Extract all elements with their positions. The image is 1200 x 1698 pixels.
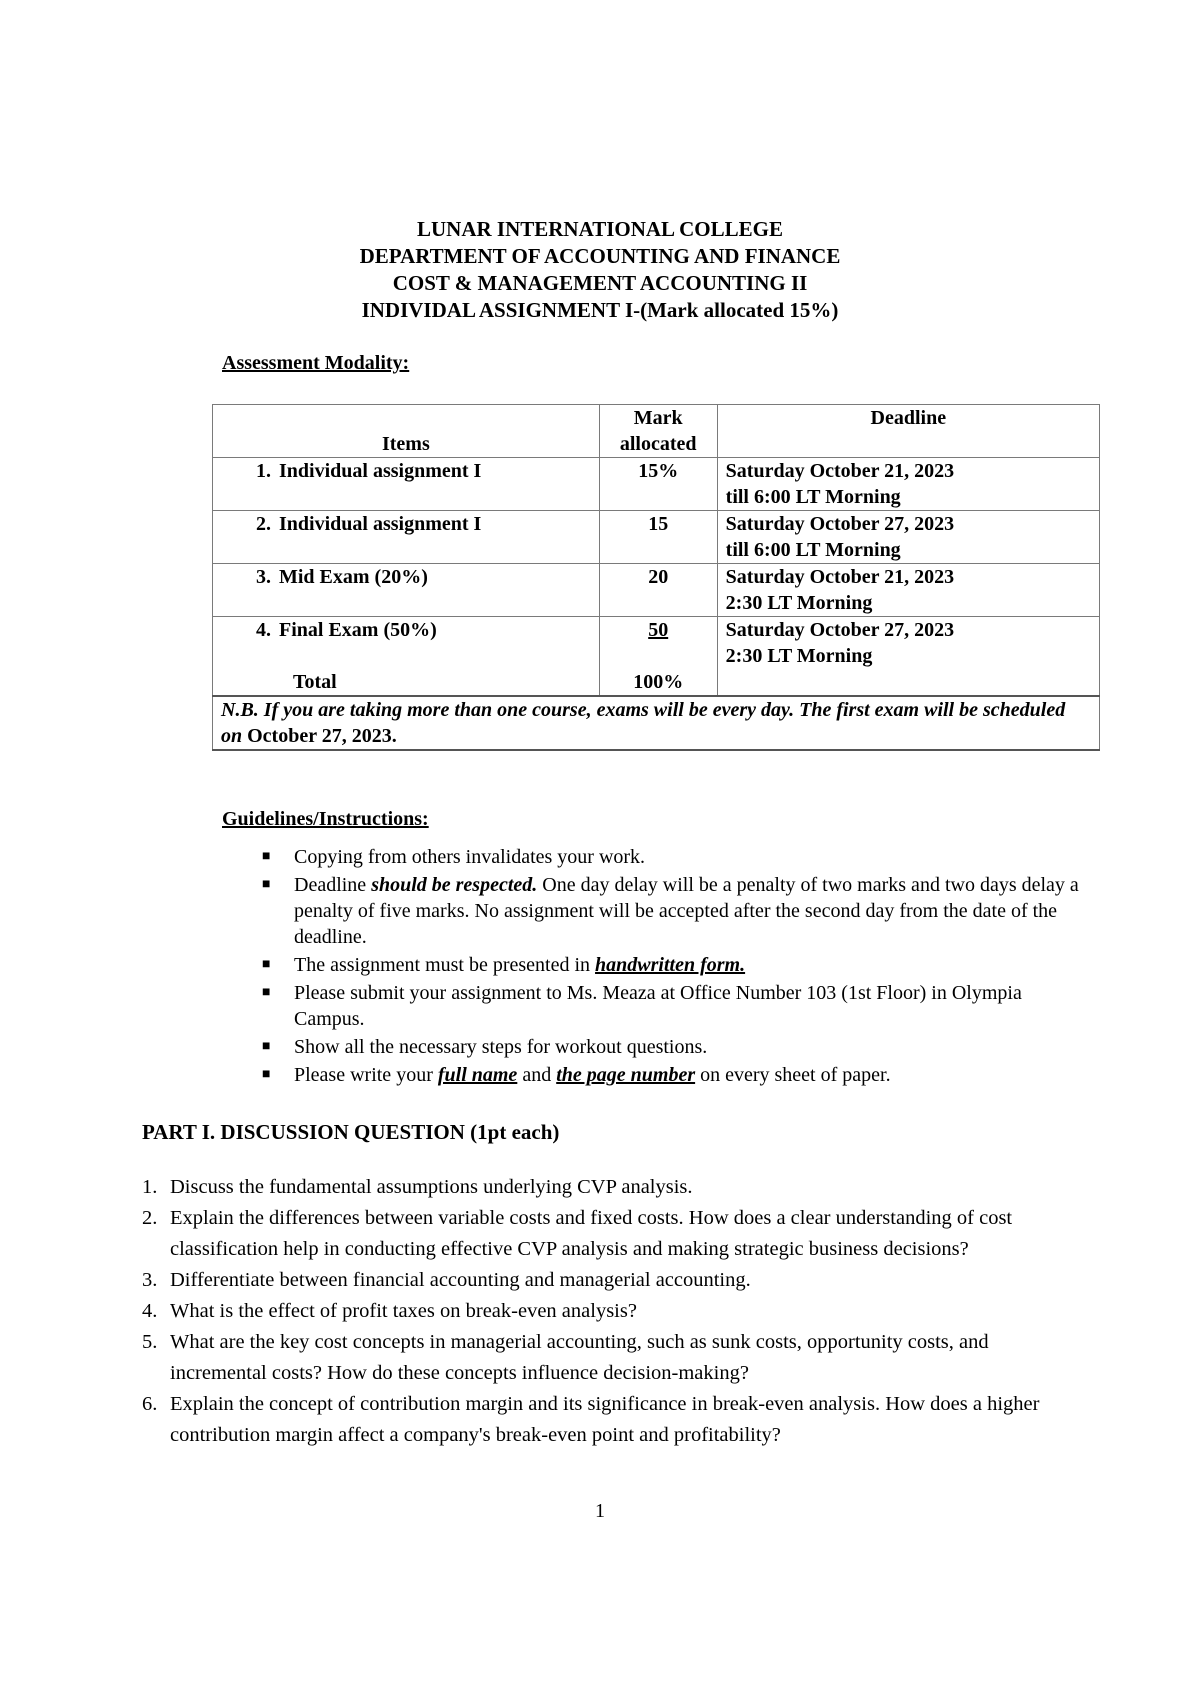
question-text: What are the key cost concepts in managerial accounting, such as sunk costs, opportunity costs, and incremental costs? How do these concepts influence decision-making? [170, 1331, 989, 1384]
rule-text: Deadline [294, 874, 367, 896]
question-item [142, 1265, 1072, 1296]
row-mark: 15 [599, 511, 717, 564]
column-header-mark: Mark allocated [599, 405, 717, 458]
note-text: N.B. If you are taking more than one course, exams will be every day. The first exam will be scheduled on [221, 699, 1066, 747]
rule-text: Please submit your assignment to Ms. Meaza at Office Number 103 (1st Floor) in Olympia Campus. [294, 982, 1022, 1030]
question-number: 1. [142, 1176, 158, 1198]
rule-emphasis: should be respected. [371, 874, 538, 896]
table-total-row [213, 669, 1100, 696]
table-row [213, 511, 1100, 564]
question-number: 4. [142, 1300, 158, 1322]
question-text: What is the effect of profit taxes on break-even analysis? [170, 1300, 637, 1322]
row-deadline-time: till 6:00 LT Morning [725, 486, 901, 508]
list-item [262, 844, 1092, 870]
question-text: Explain the concept of contribution margin and its significance in break-even analysis. How does a higher contribution margin affect a company's break-even point and profitability? [170, 1393, 1040, 1446]
row-item: Final Exam (50%) [279, 619, 437, 641]
guidelines-list [262, 844, 1092, 1090]
list-item [262, 980, 1092, 1032]
rule-text: on every sheet of paper. [700, 1064, 891, 1086]
list-item [262, 1034, 1092, 1060]
rule-text: The assignment must be presented in [294, 954, 591, 976]
total-value: 100% [599, 669, 717, 696]
bullet-icon: ■ [262, 1067, 271, 1082]
total-label: Total [213, 669, 600, 696]
question-text: Differentiate between financial accounting and managerial accounting. [170, 1269, 751, 1291]
bullet-icon: ■ [262, 985, 271, 1000]
row-deadline-date: Saturday October 21, 2023 [725, 460, 955, 482]
table-row [213, 564, 1100, 617]
question-text: Explain the differences between variable costs and fixed costs. How does a clear understanding of cost classification help in conducting effective CVP analysis and making strategic business decisions? [170, 1207, 1013, 1260]
row-item: Mid Exam (20%) [279, 566, 428, 588]
rule-text: One day delay will be a penalty of two marks and two days delay a penalty of five marks. No assignment will be accepted after the second day from the date of the deadline. [294, 874, 1079, 948]
rule-text: and [522, 1064, 552, 1086]
row-deadline-time: till 6:00 LT Morning [725, 539, 901, 561]
bullet-icon: ■ [262, 957, 271, 972]
row-deadline-date: Saturday October 27, 2023 [725, 619, 955, 641]
question-number: 6. [142, 1393, 158, 1415]
table-row [213, 458, 1100, 511]
college-name: LUNAR INTERNATIONAL COLLEGE [416, 217, 783, 241]
page-number: 1 [595, 1500, 605, 1522]
question-number: 3. [142, 1269, 158, 1291]
document-header [0, 216, 1200, 324]
course-name: COST & MANAGEMENT ACCOUNTING II [392, 271, 808, 295]
row-number: 1. [256, 460, 271, 482]
rule-text: Copying from others invalidates your work. [294, 846, 646, 868]
row-deadline-date: Saturday October 21, 2023 [725, 566, 955, 588]
list-item [262, 872, 1092, 950]
list-item [262, 952, 1092, 978]
rule-emphasis: full name [437, 1064, 518, 1086]
question-item [142, 1172, 1072, 1203]
rule-text: Show all the necessary steps for workout questions. [294, 1036, 708, 1058]
row-deadline-time: 2:30 LT Morning [725, 592, 873, 614]
row-number: 4. [256, 619, 271, 641]
assessment-table [212, 404, 1100, 751]
column-header-items: Items [213, 405, 600, 458]
table-header-row [213, 405, 1100, 458]
question-number: 5. [142, 1331, 158, 1353]
row-item: Individual assignment I [279, 513, 482, 535]
question-item [142, 1389, 1072, 1451]
column-header-deadline: Deadline [717, 405, 1099, 458]
note-date: October 27, 2023. [247, 725, 397, 747]
assessment-modality-heading: Assessment Modality: [222, 352, 410, 374]
question-item [142, 1296, 1072, 1327]
question-item [142, 1203, 1072, 1265]
part-heading: PART I. DISCUSSION QUESTION (1pt each) [142, 1120, 560, 1144]
assignment-title: INDIVIDAL ASSIGNMENT I-(Mark allocated 15%) [361, 298, 839, 322]
list-item [262, 1062, 1092, 1088]
question-item [142, 1327, 1072, 1389]
bullet-icon: ■ [262, 1039, 271, 1054]
question-number: 2. [142, 1207, 158, 1229]
table-note-row [213, 696, 1100, 750]
rule-emphasis: the page number [556, 1064, 696, 1086]
question-text: Discuss the fundamental assumptions underlying CVP analysis. [170, 1176, 693, 1198]
row-mark: 15% [599, 458, 717, 511]
questions-list [142, 1172, 1072, 1451]
row-mark: 20 [599, 564, 717, 617]
rule-emphasis: handwritten form. [595, 954, 746, 976]
table-row [213, 617, 1100, 670]
row-deadline-time: 2:30 LT Morning [725, 645, 873, 667]
rule-text: Please write your [294, 1064, 433, 1086]
row-item: Individual assignment I [279, 460, 482, 482]
row-number: 3. [256, 566, 271, 588]
department-name: DEPARTMENT OF ACCOUNTING AND FINANCE [359, 244, 841, 268]
row-mark: 50 [648, 619, 669, 641]
guidelines-heading: Guidelines/Instructions: [222, 808, 429, 830]
bullet-icon: ■ [262, 849, 271, 864]
row-number: 2. [256, 513, 271, 535]
bullet-icon: ■ [262, 877, 271, 892]
row-deadline-date: Saturday October 27, 2023 [725, 513, 955, 535]
